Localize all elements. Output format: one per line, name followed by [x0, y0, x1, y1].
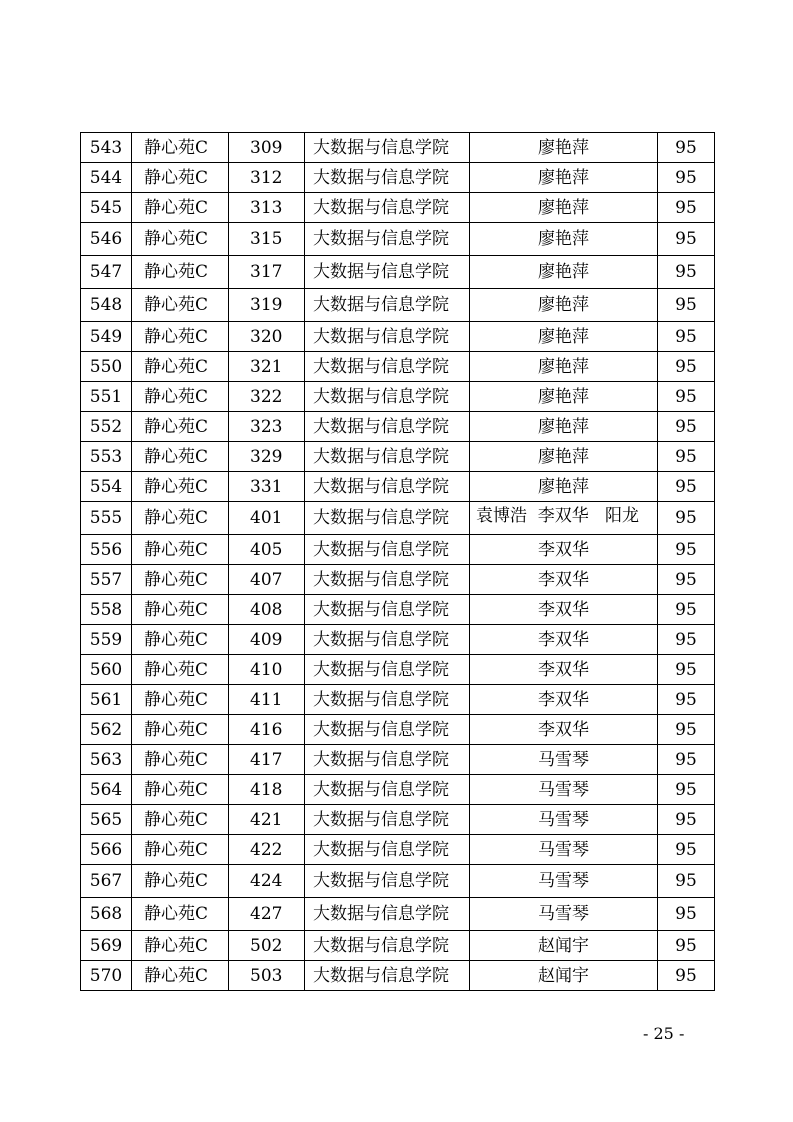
score-cell: 95 [658, 352, 715, 382]
table-row [81, 502, 715, 535]
inspector-cell: 廖艳萍 [470, 412, 658, 442]
inspector-cell: 马雪琴 [470, 775, 658, 805]
building-cell: 静心苑C [132, 472, 229, 502]
score-cell: 95 [658, 133, 715, 163]
score-cell: 95 [658, 322, 715, 352]
college-cell: 大数据与信息学院 [305, 322, 470, 352]
row-number-cell: 543 [81, 133, 132, 163]
table-row [81, 382, 715, 412]
inspector-cell: 廖艳萍 [470, 289, 658, 322]
table-row [81, 805, 715, 835]
score-cell: 95 [658, 565, 715, 595]
college-cell: 大数据与信息学院 [305, 289, 470, 322]
inspector-cell: 廖艳萍 [470, 322, 658, 352]
room-cell: 312 [229, 163, 305, 193]
building-cell: 静心苑C [132, 442, 229, 472]
inspector-cell: 马雪琴 [470, 745, 658, 775]
inspector-cell: 马雪琴 [470, 865, 658, 898]
row-number-cell: 565 [81, 805, 132, 835]
room-cell: 408 [229, 595, 305, 625]
college-cell: 大数据与信息学院 [305, 412, 470, 442]
college-cell: 大数据与信息学院 [305, 535, 470, 565]
room-cell: 418 [229, 775, 305, 805]
room-cell: 422 [229, 835, 305, 865]
room-cell: 405 [229, 535, 305, 565]
room-cell: 319 [229, 289, 305, 322]
inspector-cell: 廖艳萍 [470, 223, 658, 256]
inspector-cell: 李双华 [470, 595, 658, 625]
college-cell: 大数据与信息学院 [305, 472, 470, 502]
table-row [81, 472, 715, 502]
inspector-cell: 赵闻宇 [470, 961, 658, 991]
row-number-cell: 550 [81, 352, 132, 382]
room-cell: 329 [229, 442, 305, 472]
score-cell: 95 [658, 502, 715, 535]
inspector-cell: 廖艳萍 [470, 256, 658, 289]
inspector-cell: 廖艳萍 [470, 352, 658, 382]
row-number-cell: 561 [81, 685, 132, 715]
row-number-cell: 562 [81, 715, 132, 745]
row-number-cell: 546 [81, 223, 132, 256]
score-cell: 95 [658, 745, 715, 775]
building-cell: 静心苑C [132, 535, 229, 565]
building-cell: 静心苑C [132, 382, 229, 412]
room-cell: 427 [229, 898, 305, 931]
room-cell: 502 [229, 931, 305, 961]
building-cell: 静心苑C [132, 685, 229, 715]
college-cell: 大数据与信息学院 [305, 352, 470, 382]
row-number-cell: 568 [81, 898, 132, 931]
row-number-cell: 560 [81, 655, 132, 685]
table-row [81, 352, 715, 382]
building-cell: 静心苑C [132, 595, 229, 625]
row-number-cell: 557 [81, 565, 132, 595]
room-cell: 313 [229, 193, 305, 223]
table-row [81, 655, 715, 685]
table-row [81, 256, 715, 289]
building-cell: 静心苑C [132, 961, 229, 991]
score-cell: 95 [658, 535, 715, 565]
college-cell: 大数据与信息学院 [305, 595, 470, 625]
building-cell: 静心苑C [132, 163, 229, 193]
building-cell: 静心苑C [132, 835, 229, 865]
room-cell: 421 [229, 805, 305, 835]
score-cell: 95 [658, 625, 715, 655]
score-cell: 95 [658, 655, 715, 685]
row-number-cell: 548 [81, 289, 132, 322]
score-cell: 95 [658, 805, 715, 835]
room-cell: 411 [229, 685, 305, 715]
inspector-cell [470, 502, 658, 535]
college-cell: 大数据与信息学院 [305, 256, 470, 289]
room-cell: 309 [229, 133, 305, 163]
inspection-table-container [80, 132, 714, 991]
row-number-cell: 569 [81, 931, 132, 961]
table-row [81, 835, 715, 865]
score-cell: 95 [658, 865, 715, 898]
college-cell: 大数据与信息学院 [305, 382, 470, 412]
score-cell: 95 [658, 289, 715, 322]
building-cell: 静心苑C [132, 223, 229, 256]
score-cell: 95 [658, 472, 715, 502]
row-number-cell: 552 [81, 412, 132, 442]
inspection-table [80, 132, 715, 991]
college-cell: 大数据与信息学院 [305, 865, 470, 898]
room-cell: 317 [229, 256, 305, 289]
table-row [81, 535, 715, 565]
table-row [81, 289, 715, 322]
inspector-cell: 廖艳萍 [470, 163, 658, 193]
table-row [81, 685, 715, 715]
building-cell: 静心苑C [132, 625, 229, 655]
college-cell: 大数据与信息学院 [305, 685, 470, 715]
score-cell: 95 [658, 898, 715, 931]
row-number-cell: 559 [81, 625, 132, 655]
row-number-cell: 566 [81, 835, 132, 865]
room-cell: 322 [229, 382, 305, 412]
inspector-cell: 赵闻宇 [470, 931, 658, 961]
row-number-cell: 545 [81, 193, 132, 223]
score-cell: 95 [658, 442, 715, 472]
table-row [81, 322, 715, 352]
table-row [81, 715, 715, 745]
table-body [81, 133, 715, 991]
score-cell: 95 [658, 835, 715, 865]
building-cell: 静心苑C [132, 352, 229, 382]
college-cell: 大数据与信息学院 [305, 655, 470, 685]
room-cell: 315 [229, 223, 305, 256]
score-cell: 95 [658, 412, 715, 442]
inspector-cell: 李双华 [470, 535, 658, 565]
row-number-cell: 558 [81, 595, 132, 625]
row-number-cell: 551 [81, 382, 132, 412]
building-cell: 静心苑C [132, 502, 229, 535]
college-cell: 大数据与信息学院 [305, 625, 470, 655]
room-cell: 409 [229, 625, 305, 655]
room-cell: 320 [229, 322, 305, 352]
table-row [81, 223, 715, 256]
score-cell: 95 [658, 163, 715, 193]
table-row [81, 193, 715, 223]
score-cell: 95 [658, 193, 715, 223]
inspector-cell: 廖艳萍 [470, 472, 658, 502]
score-cell: 95 [658, 961, 715, 991]
score-cell: 95 [658, 256, 715, 289]
row-number-cell: 563 [81, 745, 132, 775]
table-row [81, 961, 715, 991]
college-cell: 大数据与信息学院 [305, 961, 470, 991]
table-row [81, 865, 715, 898]
room-cell: 503 [229, 961, 305, 991]
building-cell: 静心苑C [132, 805, 229, 835]
score-cell: 95 [658, 715, 715, 745]
building-cell: 静心苑C [132, 133, 229, 163]
room-cell: 410 [229, 655, 305, 685]
college-cell: 大数据与信息学院 [305, 805, 470, 835]
table-row [81, 931, 715, 961]
inspector-cell: 李双华 [470, 685, 658, 715]
building-cell: 静心苑C [132, 715, 229, 745]
table-row [81, 133, 715, 163]
inspector-cell: 马雪琴 [470, 805, 658, 835]
building-cell: 静心苑C [132, 745, 229, 775]
room-cell: 323 [229, 412, 305, 442]
college-cell: 大数据与信息学院 [305, 898, 470, 931]
inspector-cell: 廖艳萍 [470, 193, 658, 223]
building-cell: 静心苑C [132, 865, 229, 898]
building-cell: 静心苑C [132, 565, 229, 595]
score-cell: 95 [658, 931, 715, 961]
score-cell: 95 [658, 382, 715, 412]
table-row [81, 412, 715, 442]
row-number-cell: 564 [81, 775, 132, 805]
table-row [81, 898, 715, 931]
building-cell: 静心苑C [132, 193, 229, 223]
table-row [81, 625, 715, 655]
inspector-cell: 廖艳萍 [470, 382, 658, 412]
college-cell: 大数据与信息学院 [305, 745, 470, 775]
building-cell: 静心苑C [132, 931, 229, 961]
room-cell: 407 [229, 565, 305, 595]
row-number-cell: 570 [81, 961, 132, 991]
row-number-cell: 555 [81, 502, 132, 535]
inspector-cell: 李双华 [470, 565, 658, 595]
score-cell: 95 [658, 775, 715, 805]
college-cell: 大数据与信息学院 [305, 193, 470, 223]
inspector-cell: 李双华 [470, 625, 658, 655]
score-cell: 95 [658, 595, 715, 625]
college-cell: 大数据与信息学院 [305, 565, 470, 595]
table-row [81, 565, 715, 595]
table-row [81, 163, 715, 193]
building-cell: 静心苑C [132, 898, 229, 931]
table-row [81, 745, 715, 775]
inspector-cell: 李双华 [470, 655, 658, 685]
building-cell: 静心苑C [132, 775, 229, 805]
building-cell: 静心苑C [132, 655, 229, 685]
inspector-cell: 廖艳萍 [470, 133, 658, 163]
row-number-cell: 554 [81, 472, 132, 502]
room-cell: 416 [229, 715, 305, 745]
page-number: - 25 - [643, 1024, 685, 1043]
table-row [81, 442, 715, 472]
college-cell: 大数据与信息学院 [305, 931, 470, 961]
room-cell: 401 [229, 502, 305, 535]
room-cell: 321 [229, 352, 305, 382]
row-number-cell: 567 [81, 865, 132, 898]
inspector-names: 袁博浩 李双华 阳龙 [476, 506, 640, 526]
college-cell: 大数据与信息学院 [305, 133, 470, 163]
college-cell: 大数据与信息学院 [305, 502, 470, 535]
row-number-cell: 549 [81, 322, 132, 352]
table-row [81, 775, 715, 805]
building-cell: 静心苑C [132, 289, 229, 322]
college-cell: 大数据与信息学院 [305, 442, 470, 472]
inspector-cell: 马雪琴 [470, 835, 658, 865]
score-cell: 95 [658, 223, 715, 256]
score-cell: 95 [658, 685, 715, 715]
college-cell: 大数据与信息学院 [305, 715, 470, 745]
row-number-cell: 553 [81, 442, 132, 472]
inspector-cell: 李双华 [470, 715, 658, 745]
room-cell: 424 [229, 865, 305, 898]
row-number-cell: 556 [81, 535, 132, 565]
room-cell: 417 [229, 745, 305, 775]
row-number-cell: 547 [81, 256, 132, 289]
college-cell: 大数据与信息学院 [305, 163, 470, 193]
inspector-cell: 廖艳萍 [470, 442, 658, 472]
room-cell: 331 [229, 472, 305, 502]
row-number-cell: 544 [81, 163, 132, 193]
building-cell: 静心苑C [132, 322, 229, 352]
college-cell: 大数据与信息学院 [305, 223, 470, 256]
table-row [81, 595, 715, 625]
building-cell: 静心苑C [132, 256, 229, 289]
college-cell: 大数据与信息学院 [305, 835, 470, 865]
inspector-cell: 马雪琴 [470, 898, 658, 931]
college-cell: 大数据与信息学院 [305, 775, 470, 805]
building-cell: 静心苑C [132, 412, 229, 442]
